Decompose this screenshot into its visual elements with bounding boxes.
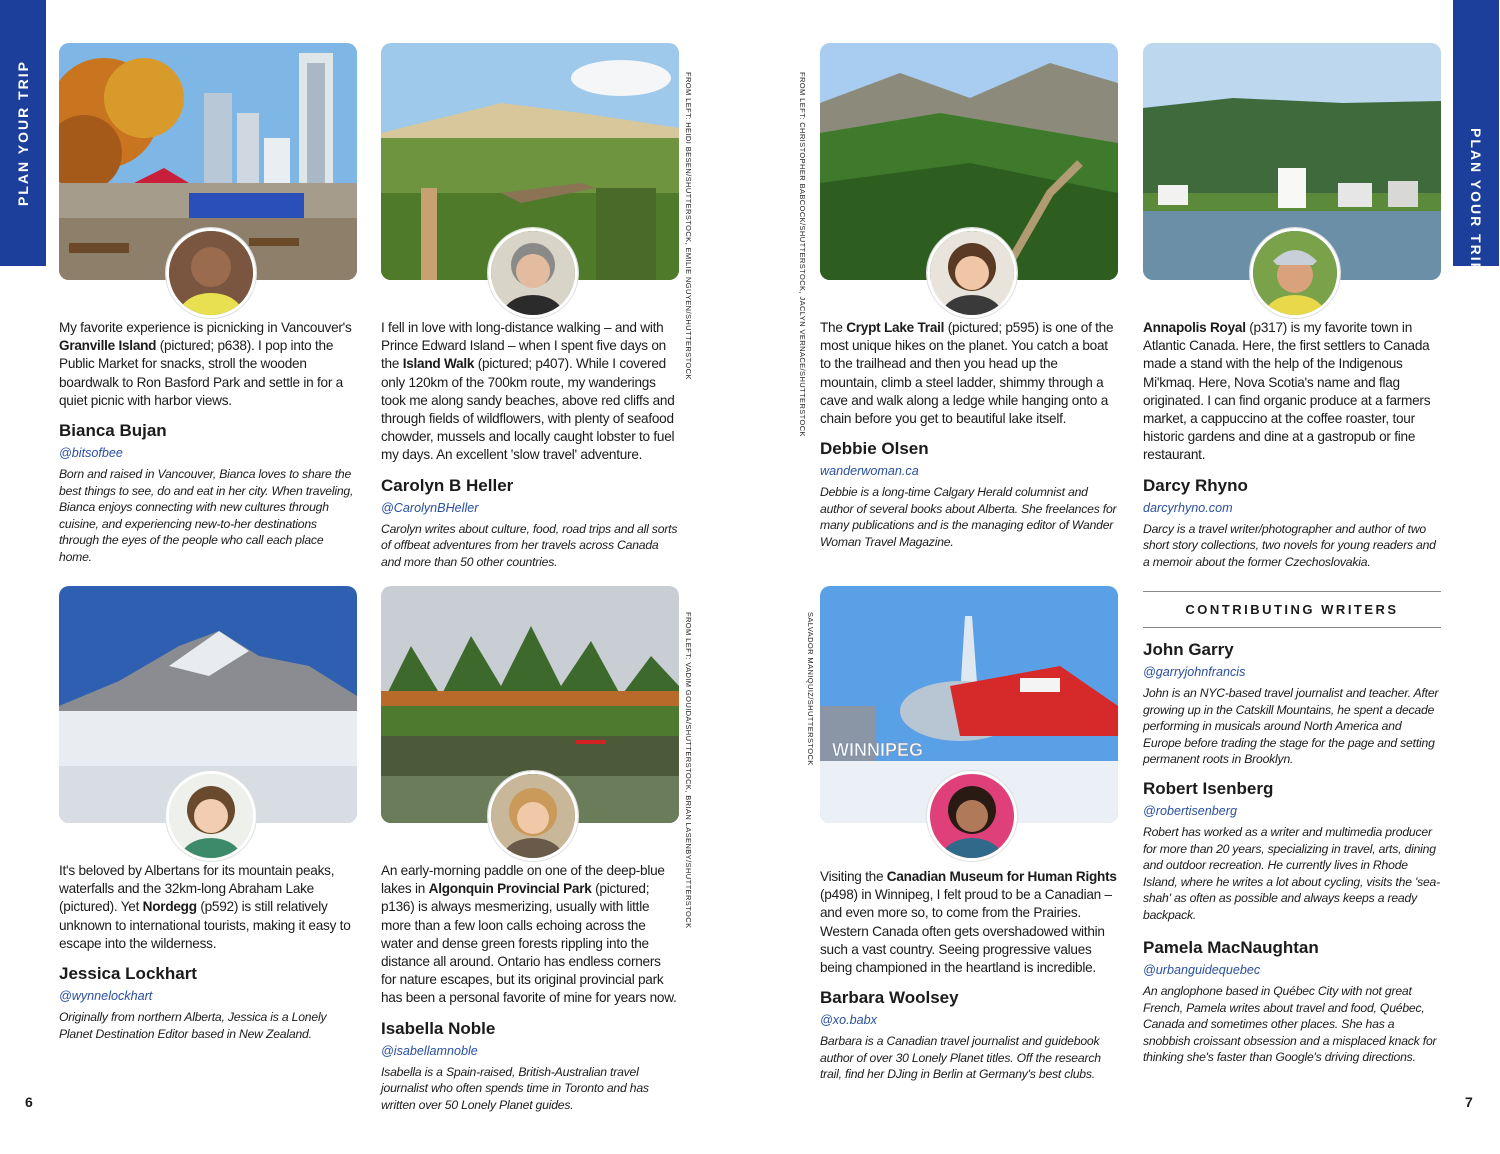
author-bio: Barbara is a Canadian travel journalist and guidebook author of over 30 Lonely Planet titles. Off the research trail, find her DJing in Berlin at Germany's best clubs. [820,1034,1101,1082]
section-tab-label: PLAN YOUR TRIP [15,60,31,206]
contributor-handle[interactable]: @garryjohnfrancis [1143,665,1246,679]
author-name: Isabella Noble [381,1018,496,1038]
contributor-bio: An anglophone based in Québec City with not great French, Pamela writes about travel and food, Québec, Canada and sometimes other places. She has a snobbish croissant obsession and a misplaced knack for thinking she's faster than Google's driving directions. [1143,984,1437,1065]
contributor-name: Robert Isenberg [1143,779,1274,798]
page-number-right: 7 [1465,1094,1473,1110]
author-handle[interactable]: wanderwoman.ca [820,464,919,479]
photo-credit: FROM LEFT: CHRISTOPHER BABCOCK/SHUTTERSTOCK, JACLYN VERNACE/SHUTTERSTOCK [798,72,807,437]
photo-credit: FROM LEFT: VADIM GOUIDA/SHUTTERSTOCK, BRIAN LASENBY/SHUTTERSTOCK [684,612,693,929]
avatar [166,228,256,318]
author-name: Bianca Bujan [59,421,167,441]
avatar [927,771,1017,861]
author-name: Barbara Woolsey [820,988,959,1008]
author-name: Darcy Rhyno [1143,475,1248,495]
card-story: The Crypt Lake Trail (pictured; p595) is one of the most unique hikes on the planet. You catch a boat to the trailhead and then you head up the mountain, climb a steel ladder, shimmy through a cave and walk along a ledge while hanging onto a chain before you get to beautiful lake itself. [820,320,1114,427]
author-name: Jessica Lockhart [59,964,197,984]
contributor-handle[interactable]: @urbanguidequebec [1143,963,1261,977]
contributor-name: Pamela MacNaughtan [1143,938,1319,957]
contributor-bio: Robert has worked as a writer and multimedia producer for more than 20 years, specializing in travel, arts, dining and outdoor recreation. He currently lives in Rhode Island, where he writes a lot about cycling, visits the 'sea-shah' as often as possible and always keeps a ready backpack. [1143,825,1440,922]
author-handle[interactable]: @CarolynBHeller [381,500,479,515]
card-story: An early-morning paddle on one of the deep-blue lakes in Algonquin Provincial Park (pictured; p136) is always mesmerizing, usually with little more than a few loon calls echoing across the water and dense green forests rippling into the distance all around. Ontario has endless corners for nature escapes, but its original provincial park has been a personal favorite of mine for years now. [381,863,677,1006]
avatar [1250,228,1340,318]
contributor-name: John Garry [1143,640,1234,659]
section-tab-right [1453,0,1499,274]
page-number-left: 6 [25,1094,33,1110]
avatar [488,228,578,318]
author-bio: Darcy is a travel writer/photographer and author of two short story collections, two novels for young readers and a memoir about the former Czechoslovakia. [1143,521,1436,569]
author-handle[interactable]: darcyrhyno.com [1143,500,1233,515]
photo-credit: FROM LEFT: HEIDI BESEN/SHUTTERSTOCK, EMILIE NGUYEN/SHUTTERSTOCK [684,72,693,380]
author-name: Carolyn B Heller [381,475,514,495]
author-bio: Originally from northern Alberta, Jessica is a Lonely Planet Destination Editor based in New Zealand. [59,1010,327,1041]
card-story: My favorite experience is picnicking in Vancouver's Granville Island (pictured; p638). I pop into the Public Market for snacks, stroll the wooden boardwalk to Ron Basford Park and settle in for a quiet picnic with harbor views. [59,320,352,408]
author-handle[interactable]: @isabellamnoble [381,1043,478,1058]
author-bio: Born and raised in Vancouver, Bianca loves to share the best things to see, do and eat in her city. When traveling, Bianca enjoys connecting with new cultures through cuisine, and experiencing new-to-her destinations through the eyes of the people who call each place home. [59,467,354,564]
contributor-bio: John is an NYC-based travel journalist and teacher. After growing up in the Catskill Mountains, he spent a decade performing in musicals around North America and Europe before trading the stage for the page and setting permanent roots in Brooklyn. [1143,686,1439,767]
author-bio: Debbie is a long-time Calgary Herald columnist and author of several books about Alberta. She freelances for many publications and is the managing editor of Wander Woman Travel Magazine. [820,485,1117,549]
author-handle[interactable]: @wynnelockhart [59,989,153,1004]
card-story: Annapolis Royal (p317) is my favorite town in Atlantic Canada. Here, the first settlers to Canada made a stand with the help of the Indigenous Mi'kmaq. Here, Nova Scotia's name and flag originated. I can find organic produce at a farmers market, a cappuccino at the coffee roaster, tour historic gardens and dine at a gastropub or fine restaurant. [1143,320,1431,463]
avatar [927,228,1017,318]
author-handle[interactable]: @xo.babx [820,1013,877,1028]
contributing-writers-heading: CONTRIBUTING WRITERS [1143,591,1441,628]
contributor-entry [1143,779,1441,924]
winnipeg-sign: WINNIPEG [832,740,924,760]
author-bio: Isabella is a Spain-raised, British-Australian travel journalist who often spends time in Toronto and has written over 50 Lonely Planet guides. [381,1064,649,1112]
avatar [488,771,578,861]
card-story: It's beloved by Albertans for its mountain peaks, waterfalls and the 32km-long Abraham Lake (pictured). Yet Nordegg (p592) is still relatively unknown to international tourists, making it easy to escape into the wilderness. [59,863,351,951]
author-bio: Carolyn writes about culture, food, road trips and all sorts of offbeat adventures from her travels across Canada and more than 50 other countries. [381,521,678,569]
contributor-handle[interactable]: @robertisenberg [1143,804,1237,818]
author-name: Debbie Olsen [820,439,929,459]
card-story: I fell in love with long-distance walking – and with Prince Edward Island – when I spent five days on the Island Walk (pictured; p407). While I covered only 120km of the 700km route, my wanderings took me along sandy beaches, above red cliffs and through fields of wildflowers, with plenty of seafood chowder, mussels and locally caught lobster to fuel my days. An excellent 'slow travel' adventure. [381,320,675,463]
author-handle[interactable]: @bitsofbee [59,446,123,461]
section-tab-left [0,0,46,266]
section-tab-label: PLAN YOUR TRIP [1468,128,1484,274]
contributor-entry [1143,640,1441,768]
avatar [166,771,256,861]
contributor-entry [1143,938,1441,1066]
photo-credit: SALVADOR MANIQUIZ/SHUTTERSTOCK [806,612,815,766]
card-story: Visiting the Canadian Museum for Human Rights (p498) in Winnipeg, I felt proud to be a Canadian – and even more so, to come from the Prairies. Western Canada often gets overshadowed within such a vast country. Seeing progressive values being championed in the heartland is incredible. [820,869,1117,976]
